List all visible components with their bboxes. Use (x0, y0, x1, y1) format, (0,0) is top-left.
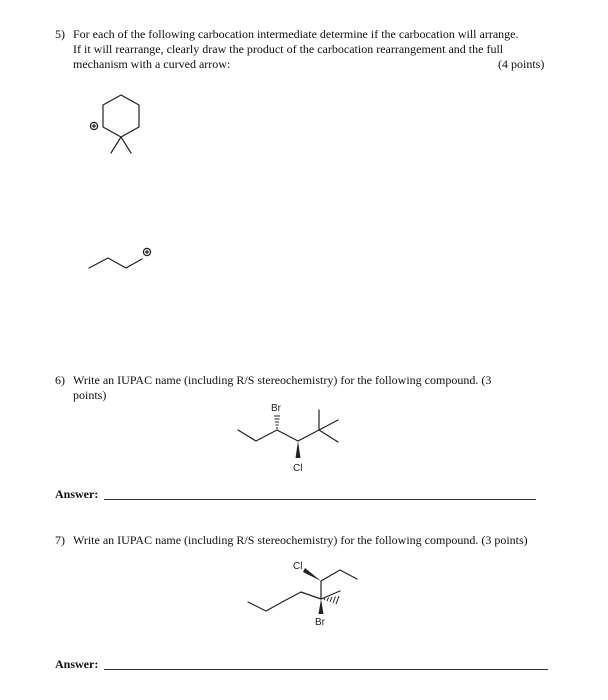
q6-line2: points) (73, 388, 107, 402)
q6-answer-label: Answer: (55, 487, 99, 501)
chlorine-atom-label: Cl (293, 561, 303, 572)
q7-number: 7) (55, 533, 65, 547)
q7-answer-label: Answer: (55, 657, 99, 671)
ethyl-branch-upper (321, 570, 357, 581)
q7-line1: Write an IUPAC name (including R/S stereochemistry) for the following compound. (3 points) (73, 533, 528, 547)
q6-line1: Write an IUPAC name (including R/S stereochemistry) for the following compound. (3 (73, 373, 492, 387)
q5-line1: For each of the following carbocation intermediate determine if the carbocation will arrange. (73, 27, 519, 41)
bromine-atom-label: Br (271, 403, 281, 414)
carbon-chain (248, 591, 340, 611)
q5-line3: mechanism with a curved arrow: (73, 57, 231, 71)
solid-wedge-bond (303, 568, 321, 581)
chlorine-atom-label: Cl (293, 463, 303, 474)
q7-answer-field[interactable] (104, 669, 548, 670)
bromine-atom-label: Br (315, 617, 325, 628)
q5-points: (4 points) (498, 57, 545, 71)
q5-line2: If it will rearrange, clearly draw the product of the carbocation rearrangement and the full (73, 42, 504, 56)
solid-wedge-bond (319, 599, 324, 614)
q5-number: 5) (55, 27, 65, 41)
q6-number: 6) (55, 373, 65, 387)
